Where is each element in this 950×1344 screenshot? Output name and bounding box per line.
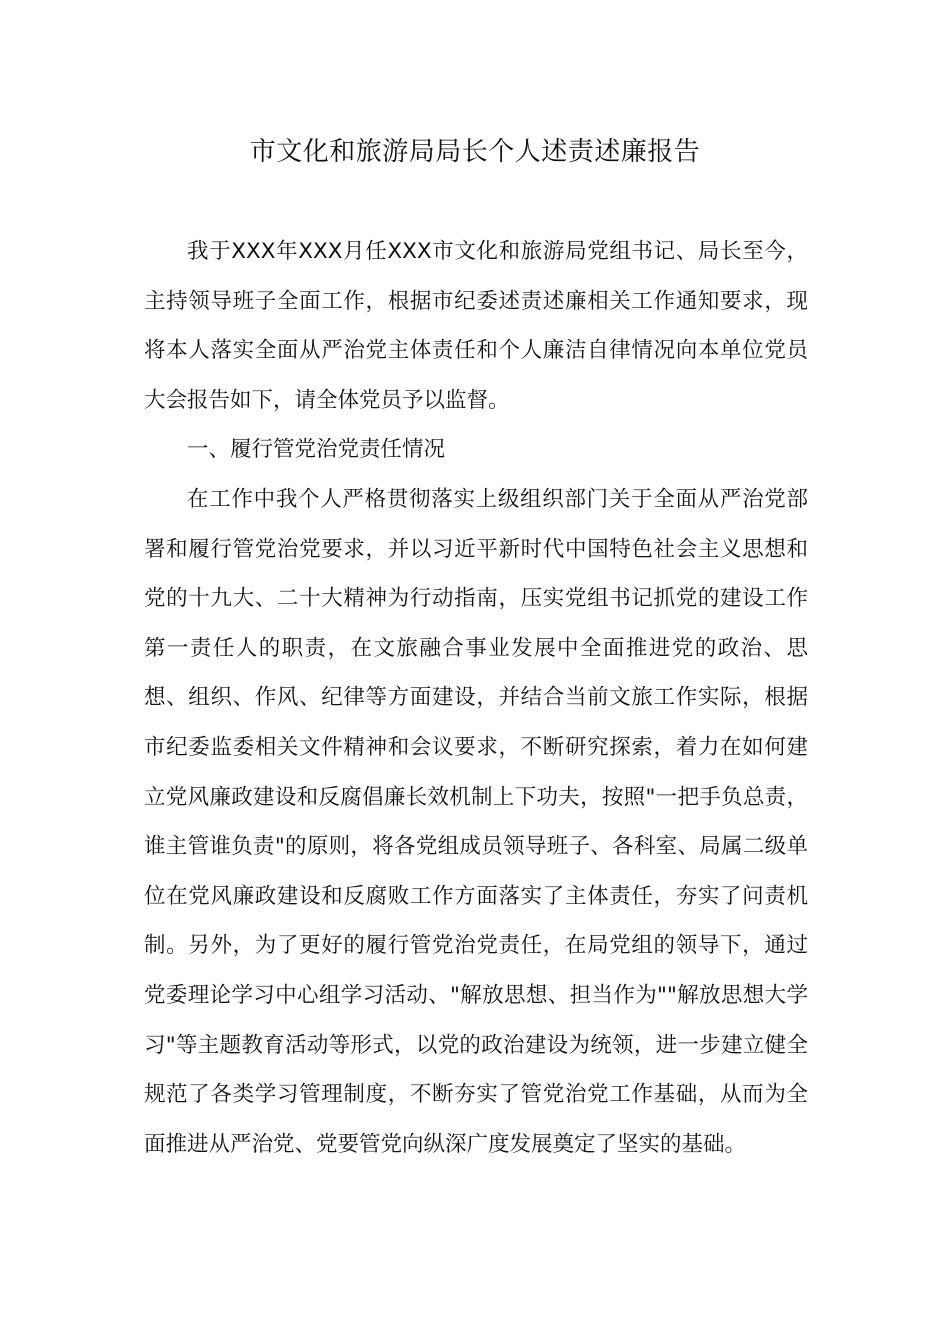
section-heading: 一、履行管党治党责任情况 — [187, 437, 446, 463]
section-paragraph: 在工作中我个人严格贯彻落实上级组织部门关于全面从严治党部署和履行管党治党要求，并以习近平新时代中国特色社会主义思想和党的十九大、二十大精神为行动指南，压实党组书记抓党的建设工作第一责任人的职责，在文旅融合事业发展中全面推进党的政治、思想、组织、作风、纪律等方面建设，并结合当前文旅工作实际，根据市纪委监委相关文件精神和会议要求，不断研究探索，着力在如何建立党风廉政建设和反腐倡廉长效机制上下功夫，按照"一把手负总责，谁主管谁负责"的原则，将各党组成员领导班子、各科室、局属二级单位在党风廉政建设和反腐败工作方面落实了主体责任，夯实了问责机制。另外，为了更好的履行管党治党责任，在局党组的领导下，通过党委理论学习中心组学习活动、"解放思想、担当作为""解放思想大学习"等主题教育活动等形式，以党的政治建设为统领，进一步建立健全规范了各类学习管理制度，不断夯实了管党治党工作基础，从而为全面推进从严治党、党要管党向纵深广度发展奠定了坚实的基础。 — [144, 486, 808, 1157]
intro-paragraph: 我于XXX年XXX月任XXX市文化和旅游局党组书记、局长至今，主持领导班子全面工作，根据市纪委述责述廉相关工作通知要求，现将本人落实全面从严治党主体责任和个人廉洁自律情况向本单位党员大会报告如下，请全体党员予以监督。 — [144, 239, 808, 413]
document-body — [144, 227, 808, 1169]
document-title: 市文化和旅游局局长个人述责述廉报告 — [249, 137, 701, 167]
